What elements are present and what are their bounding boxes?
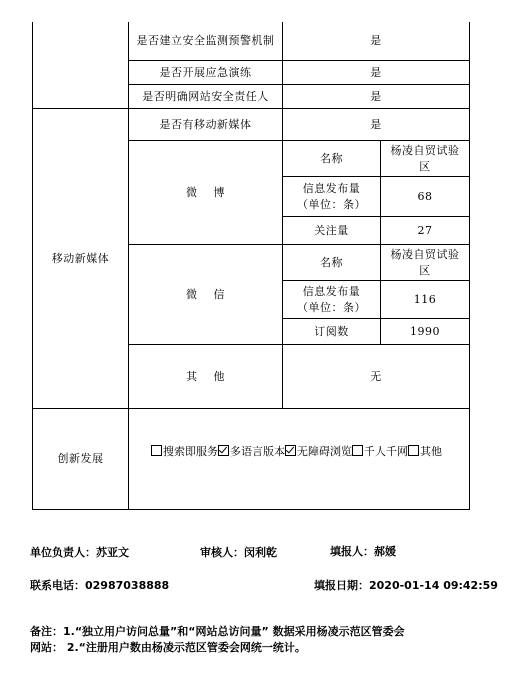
checkbox-personalized[interactable] <box>352 445 363 456</box>
weibo-follow-label: 关注量 <box>314 223 349 237</box>
has-mobile-media-label: 是否有移动新媒体 <box>159 117 252 131</box>
option-label: 千人千网 <box>364 445 408 458</box>
wechat-name-label: 名称 <box>320 255 343 269</box>
report-table <box>32 22 470 510</box>
checkbox-other[interactable] <box>408 445 419 456</box>
option-accessibility[interactable] <box>285 444 352 460</box>
checkbox-accessibility[interactable] <box>285 445 296 456</box>
note-line-2: 网站： 2.“注册用户数由杨凌示范区管委会网统一统计。 <box>30 641 306 654</box>
weibo-name-value: 杨凌自贸试验区 <box>390 143 460 173</box>
reviewer: 审核人：闵利乾 <box>200 546 277 559</box>
wechat-subs-value: 1990 <box>410 324 440 338</box>
responsible-value: 是 <box>370 89 382 103</box>
mobile-media-label: 移动新媒体 <box>51 251 110 265</box>
responsible-label: 是否明确网站安全责任人 <box>142 89 269 103</box>
wechat-posts-label: 信息发布量（单位：条） <box>297 284 366 314</box>
option-label: 多语言版本 <box>230 445 285 458</box>
has-mobile-media-value: 是 <box>370 117 382 131</box>
fill-date: 填报日期：2020-01-14 09:42:59 <box>314 579 498 592</box>
weibo-label: 微 博 <box>186 185 225 199</box>
drill-label: 是否开展应急演练 <box>159 65 252 79</box>
weibo-posts-label: 信息发布量（单位：条） <box>297 181 366 211</box>
option-personalized[interactable] <box>352 444 408 460</box>
checkbox-search-service[interactable] <box>151 445 162 456</box>
innovation-label: 创新发展 <box>57 452 104 465</box>
option-label: 搜索即服务 <box>163 445 218 458</box>
innovation-options <box>129 409 469 509</box>
weibo-follow-value: 27 <box>417 223 433 237</box>
other-value: 无 <box>370 369 382 383</box>
note-line-1: 备注：1.“独立用户访问总量”和“网站总访问量” 数据采用杨凌示范区管委会 <box>30 625 405 638</box>
unit-responsible: 单位负责人：苏亚文 <box>30 546 129 559</box>
wechat-subs-label: 订阅数 <box>314 324 349 338</box>
checkbox-multilingual[interactable] <box>218 445 229 456</box>
other-label: 其 他 <box>186 369 225 383</box>
option-label: 无障碍浏览 <box>297 445 352 458</box>
contact-phone: 联系电话：02987038888 <box>30 579 170 592</box>
option-label: 其他 <box>420 445 442 458</box>
filler: 填报人：郝媛 <box>330 545 396 558</box>
option-multilingual[interactable] <box>218 444 285 460</box>
option-other[interactable] <box>408 444 442 460</box>
monitoring-value: 是 <box>370 34 382 47</box>
option-search-service[interactable] <box>151 444 218 460</box>
wechat-label: 微 信 <box>186 287 225 301</box>
weibo-name-label: 名称 <box>320 151 343 165</box>
wechat-name-value: 杨凌自贸试验区 <box>390 247 460 277</box>
wechat-posts-value: 116 <box>413 292 437 306</box>
monitoring-label: 是否建立安全监测预警机制 <box>136 34 275 47</box>
drill-value: 是 <box>370 65 382 79</box>
weibo-posts-value: 68 <box>417 189 433 203</box>
